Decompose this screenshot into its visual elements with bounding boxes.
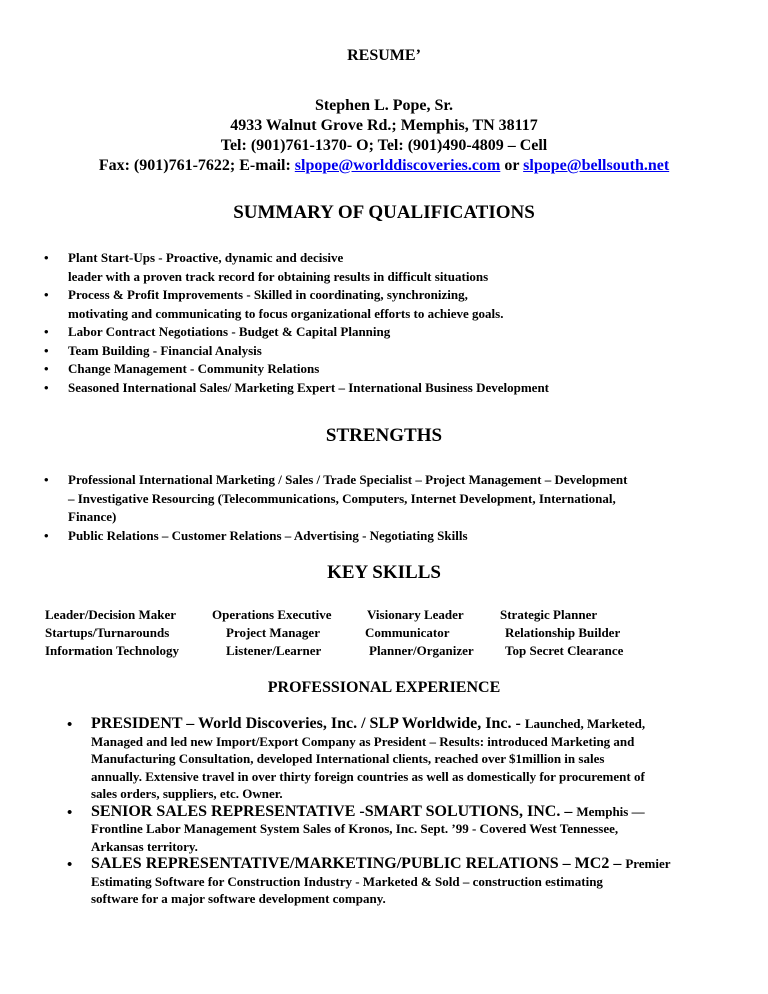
experience-text: software for a major software development company. <box>91 891 386 906</box>
experience-text: Manufacturing Consultation, developed International clients, reached over $1million in sales <box>91 751 605 766</box>
bullet-icon: • <box>44 287 49 302</box>
experience-first-line <box>91 715 768 733</box>
list-item-text: – Investigative Resourcing (Telecommunications, Computers, Internet Development, International, <box>68 490 616 506</box>
experience-first-line <box>91 855 768 873</box>
experience-text: Frontline Labor Management System Sales of Kronos, Inc. Sept. ’99 - Covered West Tennessee, <box>91 821 619 836</box>
list-item <box>0 342 768 361</box>
resume-title: RESUME’ <box>347 47 421 64</box>
experience-text: Memphis — <box>576 803 645 819</box>
bullet-icon: • <box>44 379 49 395</box>
experience-text: Arkansas territory. <box>91 838 198 854</box>
bullet-icon: • <box>44 472 49 487</box>
section-heading-key-skills: KEY SKILLS <box>327 562 441 583</box>
list-item <box>0 286 768 323</box>
experience-text: Estimating Software for Construction Industry - Marketed & Sold – construction estimating <box>91 873 603 889</box>
phone-numbers: Tel: (901)761-1370- O; Tel: (901)490-4809 – Cell <box>220 137 548 154</box>
list-item-text: Finance) <box>68 509 117 524</box>
list-item <box>0 249 768 286</box>
experience-heading: PRESIDENT – World Discoveries, Inc. / SLP Worldwide, Inc. - <box>91 715 525 732</box>
fax-label: Fax: (901)761-7622; E-mail: <box>98 157 295 174</box>
list-item-text: Change Management - Community Relations <box>68 361 320 376</box>
skill-cell: Information Technology <box>45 643 179 658</box>
bullet-icon: • <box>67 857 73 873</box>
skill-cell: Listener/Learner <box>226 643 322 658</box>
list-item <box>0 323 768 342</box>
skill-cell: Strategic Planner <box>500 607 598 622</box>
experience-text: sales orders, suppliers, etc. Owner. <box>91 786 283 801</box>
skill-cell: Operations Executive <box>212 607 332 622</box>
skill-cell: Planner/Organizer <box>369 643 474 658</box>
list-item-text: Plant Start-Ups - Proactive, dynamic and decisive <box>68 250 344 265</box>
experience-heading: SALES REPRESENTATIVE/MARKETING/PUBLIC RELATIONS – MC2 – <box>91 855 626 872</box>
list-item <box>0 471 768 527</box>
experience-first-line <box>91 803 768 821</box>
section-heading-strengths: STRENGTHS <box>325 425 443 446</box>
skill-cell: Relationship Builder <box>505 625 621 640</box>
section-heading-qualifications: SUMMARY OF QUALIFICATIONS <box>233 202 535 223</box>
strengths-list <box>0 471 768 545</box>
experience-text: Managed and led new Import/Export Company as President – Results: introduced Marketing and <box>91 733 635 749</box>
email-separator: or <box>500 157 524 174</box>
bullet-icon: • <box>67 717 73 733</box>
bullet-icon: • <box>44 527 49 543</box>
experience-item-sales-rep-mc2 <box>0 855 768 908</box>
list-item <box>0 379 768 398</box>
list-item-text: Public Relations – Customer Relations – Advertising - Negotiating Skills <box>68 527 468 543</box>
list-item-text: leader with a proven track record for obtaining results in difficult situations <box>68 268 489 284</box>
bullet-icon: • <box>44 342 49 358</box>
email-link-bellsouth[interactable]: slpope@bellsouth.net <box>523 157 670 174</box>
skill-cell: Project Manager <box>226 625 320 640</box>
list-item <box>0 527 768 546</box>
bullet-icon: • <box>44 250 49 265</box>
list-item-text: Labor Contract Negotiations - Budget & Capital Planning <box>68 324 391 339</box>
experience-text: annually. Extensive travel in over thirty foreign countries as well as domestically for procurement of <box>91 768 645 784</box>
list-item-text: Process & Profit Improvements - Skilled in coordinating, synchronizing, <box>68 287 468 302</box>
list-item <box>0 360 768 379</box>
experience-list <box>0 715 768 908</box>
qualifications-list <box>0 249 768 397</box>
experience-item-president <box>0 715 768 803</box>
list-item-text: motivating and communicating to focus organizational efforts to achieve goals. <box>68 305 504 321</box>
bullet-icon: • <box>44 324 49 339</box>
skill-cell: Leader/Decision Maker <box>45 607 177 622</box>
skill-cell: Visionary Leader <box>367 607 464 622</box>
contact-line <box>0 157 768 175</box>
section-heading-experience: PROFESSIONAL EXPERIENCE <box>267 679 501 696</box>
email-link-worlddiscoveries[interactable]: slpope@worlddiscoveries.com <box>294 157 501 174</box>
list-item-text: Professional International Marketing / Sales / Trade Specialist – Project Management – Development <box>68 472 628 487</box>
applicant-name: Stephen L. Pope, Sr. <box>314 97 454 114</box>
experience-text: Premier <box>625 856 671 871</box>
skill-cell: Communicator <box>365 625 450 640</box>
experience-item-senior-sales <box>0 803 768 856</box>
address: 4933 Walnut Grove Rd.; Memphis, TN 38117 <box>230 117 538 134</box>
experience-heading: SENIOR SALES REPRESENTATIVE -SMART SOLUTIONS, INC. – <box>91 802 577 820</box>
list-item-text: Seasoned International Sales/ Marketing Expert – International Business Development <box>68 379 550 395</box>
experience-text: Launched, Marketed, <box>524 716 646 731</box>
list-item-text: Team Building - Financial Analysis <box>68 342 262 358</box>
bullet-icon: • <box>67 804 73 821</box>
skill-cell: Top Secret Clearance <box>505 643 624 658</box>
bullet-icon: • <box>44 361 49 376</box>
skill-cell: Startups/Turnarounds <box>45 625 170 640</box>
